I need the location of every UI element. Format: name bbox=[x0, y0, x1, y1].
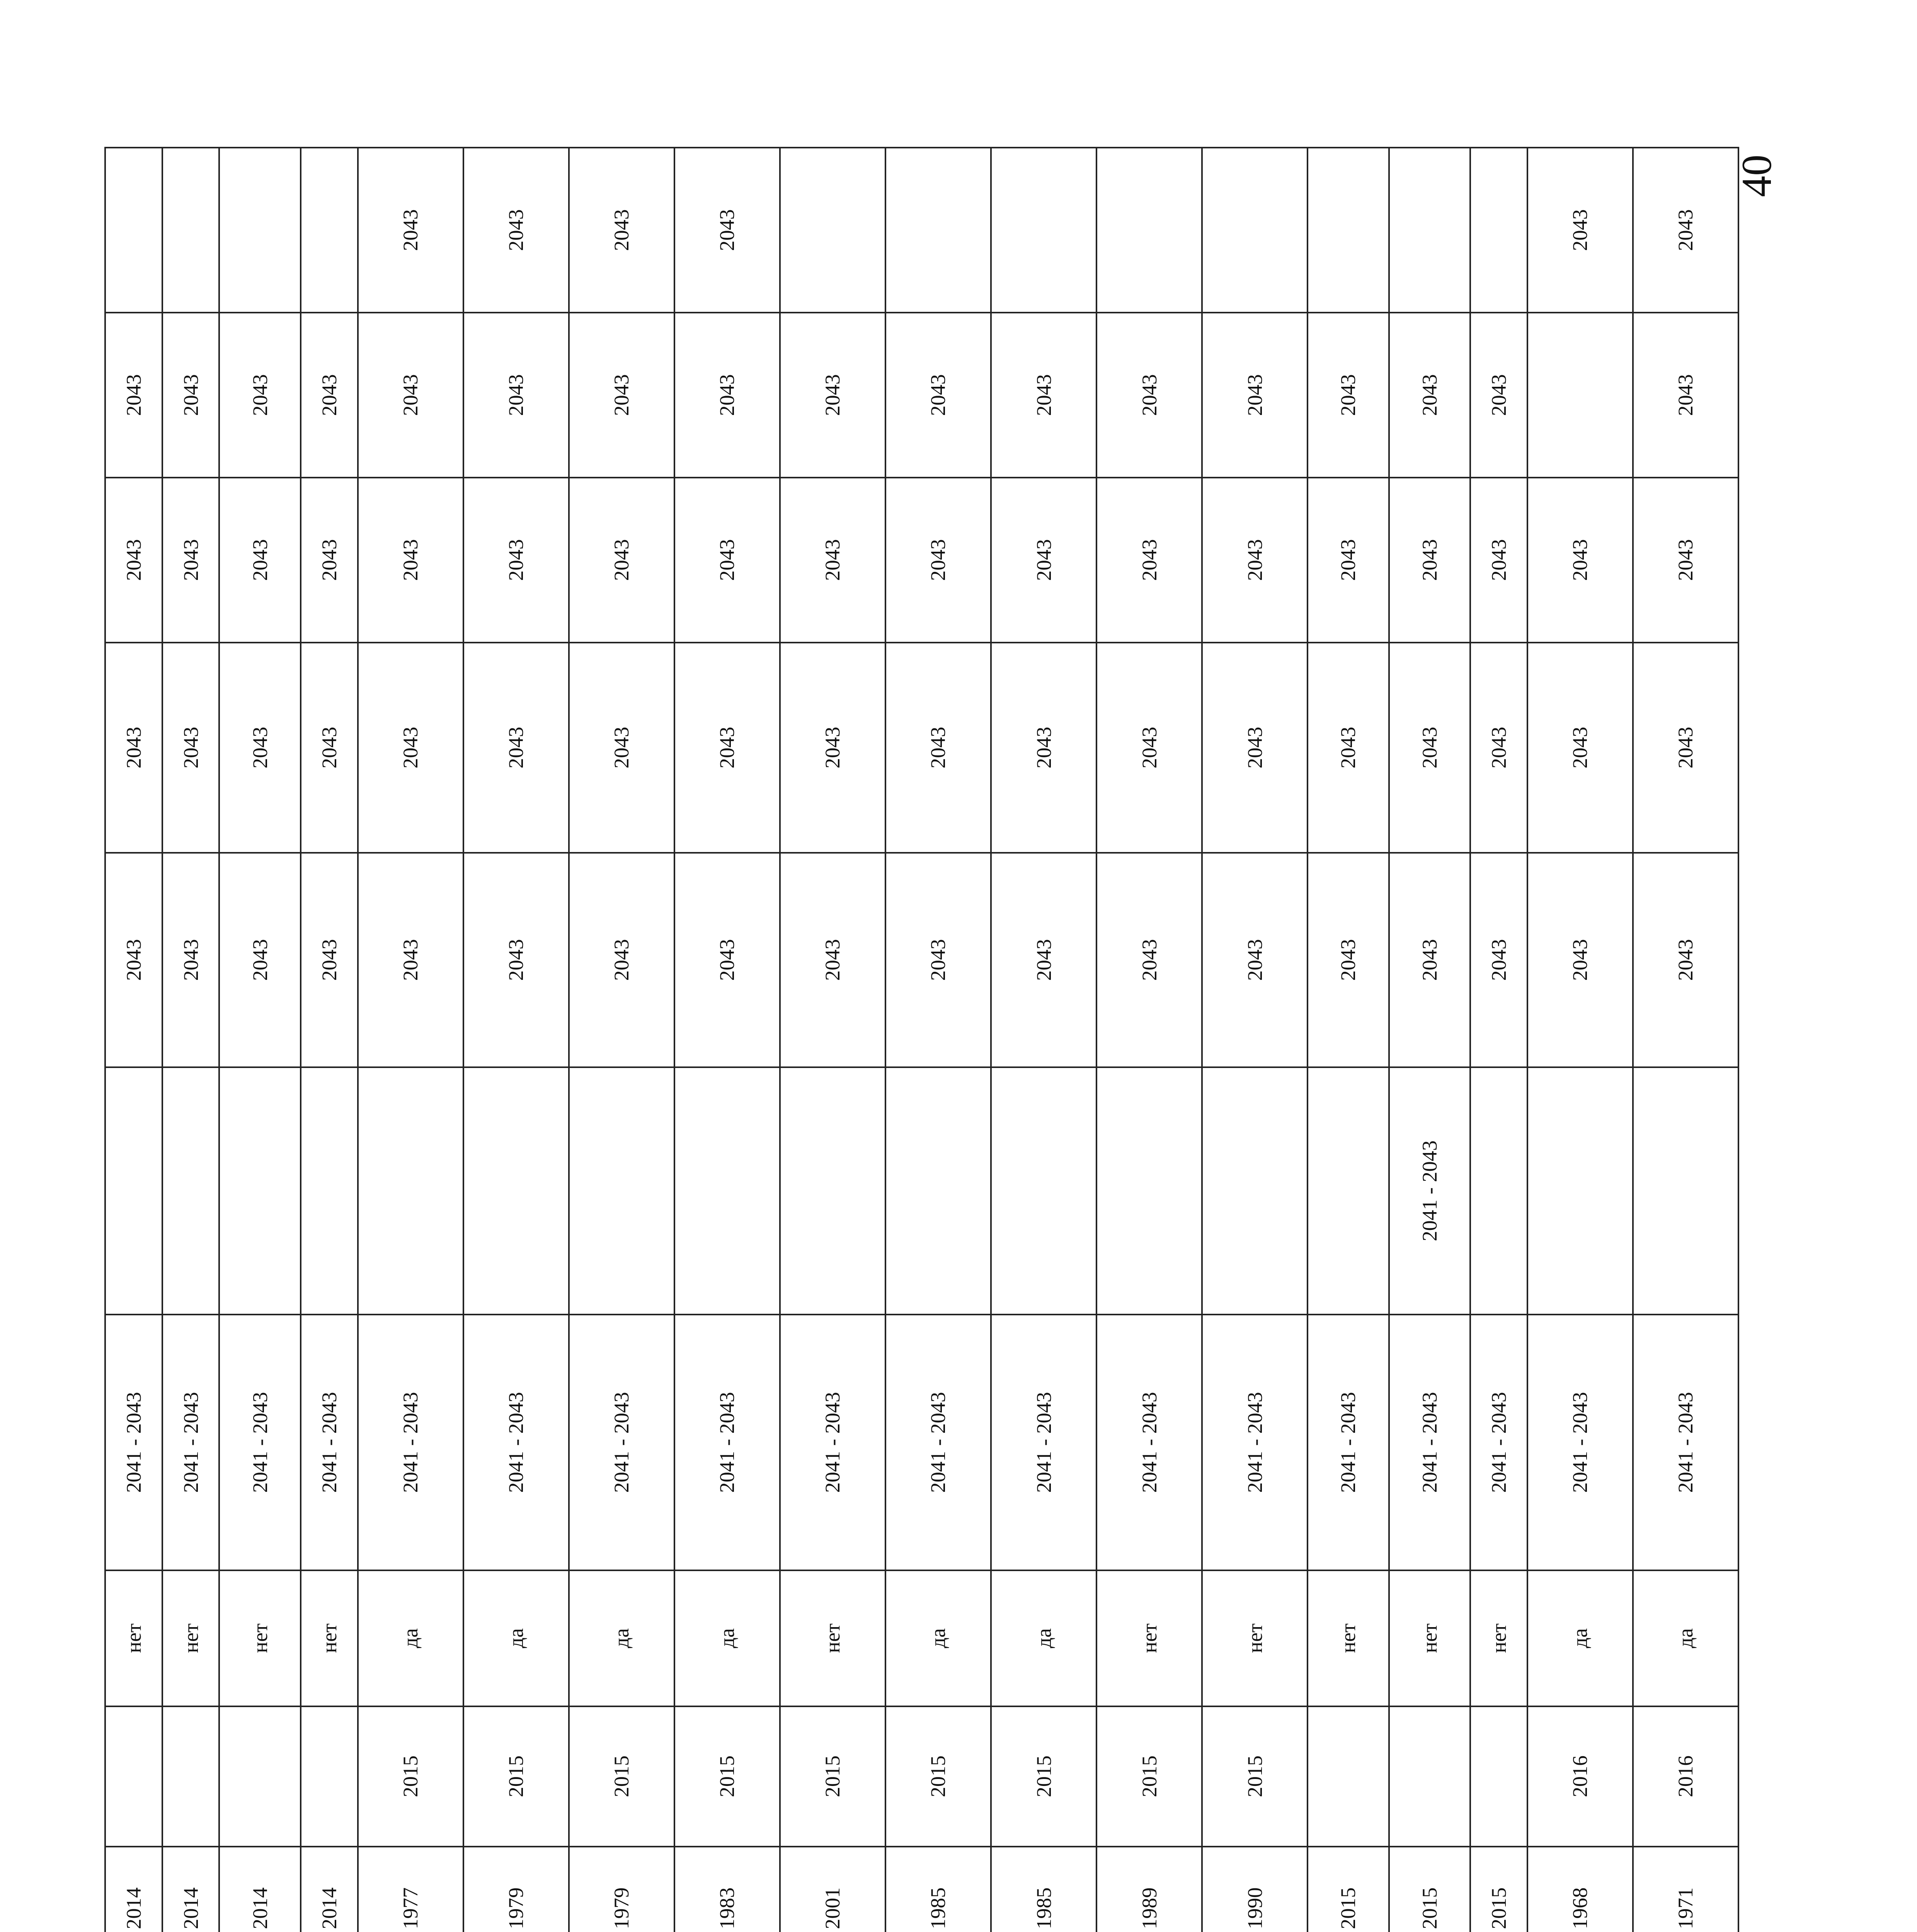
period-1-cell: 2041 - 2043 bbox=[1202, 1315, 1308, 1570]
period-7-cell: 2043 bbox=[1527, 148, 1633, 313]
table-row bbox=[1202, 148, 1308, 1932]
period-2-cell bbox=[1096, 1067, 1202, 1315]
year-built-cell: 1979 bbox=[569, 1847, 674, 1932]
period-3-cell: 2043 bbox=[1308, 853, 1389, 1067]
period-6-cell: 2043 bbox=[1470, 313, 1527, 478]
table-row bbox=[219, 148, 300, 1932]
period-4-cell: 2043 bbox=[301, 643, 358, 853]
period-7-cell bbox=[105, 148, 162, 313]
flag-cell: нет bbox=[780, 1570, 885, 1706]
period-4-cell: 2043 bbox=[1096, 643, 1202, 853]
period-1-cell: 2041 - 2043 bbox=[1389, 1315, 1470, 1570]
period-6-cell: 2043 bbox=[301, 313, 358, 478]
period-7-cell bbox=[219, 148, 300, 313]
period-6-cell: 2043 bbox=[463, 313, 569, 478]
period-1-cell: 2041 - 2043 bbox=[885, 1315, 991, 1570]
table-row bbox=[1389, 148, 1470, 1932]
year-overhaul-cell: 2016 bbox=[1633, 1706, 1738, 1847]
period-7-cell: 2043 bbox=[674, 148, 780, 313]
page-number: 40 bbox=[1733, 155, 1780, 197]
period-3-cell: 2043 bbox=[358, 853, 463, 1067]
year-built-cell: 1983 bbox=[674, 1847, 780, 1932]
year-overhaul-cell: 2015 bbox=[991, 1706, 1096, 1847]
period-1-cell: 2041 - 2043 bbox=[780, 1315, 885, 1570]
year-overhaul-cell: 2015 bbox=[885, 1706, 991, 1847]
period-1-cell: 2041 - 2043 bbox=[991, 1315, 1096, 1570]
table-row bbox=[991, 148, 1096, 1932]
period-3-cell: 2043 bbox=[1633, 853, 1738, 1067]
period-4-cell: 2043 bbox=[219, 643, 300, 853]
period-2-cell bbox=[162, 1067, 220, 1315]
year-built-cell: 1968 bbox=[1527, 1847, 1633, 1932]
year-built-cell: 1971 bbox=[1633, 1847, 1738, 1932]
period-3-cell: 2043 bbox=[463, 853, 569, 1067]
period-5-cell: 2043 bbox=[885, 478, 991, 643]
year-overhaul-cell bbox=[162, 1706, 220, 1847]
period-5-cell: 2043 bbox=[358, 478, 463, 643]
flag-cell: нет bbox=[105, 1570, 162, 1706]
period-6-cell: 2043 bbox=[1202, 313, 1308, 478]
table-row bbox=[1096, 148, 1202, 1932]
period-3-cell: 2043 bbox=[1389, 853, 1470, 1067]
table-row bbox=[463, 148, 569, 1932]
period-6-cell bbox=[1527, 313, 1633, 478]
year-overhaul-cell: 2015 bbox=[1202, 1706, 1308, 1847]
period-4-cell: 2043 bbox=[1470, 643, 1527, 853]
period-5-cell: 2043 bbox=[463, 478, 569, 643]
period-5-cell: 2043 bbox=[1202, 478, 1308, 643]
year-built-cell: 2014 bbox=[162, 1847, 220, 1932]
period-5-cell: 2043 bbox=[1633, 478, 1738, 643]
period-4-cell: 2043 bbox=[105, 643, 162, 853]
year-overhaul-cell bbox=[1308, 1706, 1389, 1847]
period-7-cell bbox=[1470, 148, 1527, 313]
flag-cell: да bbox=[569, 1570, 674, 1706]
flag-cell: да bbox=[885, 1570, 991, 1706]
period-3-cell: 2043 bbox=[780, 853, 885, 1067]
flag-cell: нет bbox=[1308, 1570, 1389, 1706]
period-1-cell: 2041 - 2043 bbox=[463, 1315, 569, 1570]
flag-cell: да bbox=[674, 1570, 780, 1706]
year-overhaul-cell: 2015 bbox=[674, 1706, 780, 1847]
period-6-cell: 2043 bbox=[1389, 313, 1470, 478]
year-built-cell: 2014 bbox=[301, 1847, 358, 1932]
period-1-cell: 2041 - 2043 bbox=[569, 1315, 674, 1570]
period-3-cell: 2043 bbox=[569, 853, 674, 1067]
period-3-cell: 2043 bbox=[1096, 853, 1202, 1067]
flag-cell: нет bbox=[301, 1570, 358, 1706]
flag-cell: нет bbox=[219, 1570, 300, 1706]
period-1-cell: 2041 - 2043 bbox=[1308, 1315, 1389, 1570]
period-4-cell: 2043 bbox=[162, 643, 220, 853]
period-7-cell bbox=[885, 148, 991, 313]
period-7-cell: 2043 bbox=[569, 148, 674, 313]
period-4-cell: 2043 bbox=[1389, 643, 1470, 853]
year-overhaul-cell bbox=[1389, 1706, 1470, 1847]
period-3-cell: 2043 bbox=[219, 853, 300, 1067]
period-4-cell: 2043 bbox=[991, 643, 1096, 853]
period-2-cell bbox=[1308, 1067, 1389, 1315]
table-row bbox=[301, 148, 358, 1932]
table-row bbox=[569, 148, 674, 1932]
period-4-cell: 2043 bbox=[780, 643, 885, 853]
period-1-cell: 2041 - 2043 bbox=[1470, 1315, 1527, 1570]
period-2-cell bbox=[358, 1067, 463, 1315]
period-7-cell bbox=[162, 148, 220, 313]
period-1-cell: 2041 - 2043 bbox=[219, 1315, 300, 1570]
table-row bbox=[674, 148, 780, 1932]
period-7-cell: 2043 bbox=[463, 148, 569, 313]
period-6-cell: 2043 bbox=[991, 313, 1096, 478]
year-overhaul-cell: 2015 bbox=[358, 1706, 463, 1847]
period-6-cell: 2043 bbox=[1308, 313, 1389, 478]
period-7-cell bbox=[991, 148, 1096, 313]
flag-cell: да bbox=[1633, 1570, 1738, 1706]
period-4-cell: 2043 bbox=[1202, 643, 1308, 853]
period-2-cell bbox=[991, 1067, 1096, 1315]
year-built-cell: 1977 bbox=[358, 1847, 463, 1932]
period-2-cell bbox=[1202, 1067, 1308, 1315]
year-overhaul-cell: 2015 bbox=[780, 1706, 885, 1847]
period-2-cell bbox=[463, 1067, 569, 1315]
period-3-cell: 2043 bbox=[162, 853, 220, 1067]
table-row bbox=[162, 148, 220, 1932]
year-built-cell: 2001 bbox=[780, 1847, 885, 1932]
period-7-cell bbox=[1096, 148, 1202, 313]
period-3-cell: 2043 bbox=[105, 853, 162, 1067]
period-1-cell: 2041 - 2043 bbox=[674, 1315, 780, 1570]
period-3-cell: 2043 bbox=[991, 853, 1096, 1067]
year-built-cell: 1985 bbox=[885, 1847, 991, 1932]
period-2-cell bbox=[1633, 1067, 1738, 1315]
period-3-cell: 2043 bbox=[1202, 853, 1308, 1067]
period-4-cell: 2043 bbox=[674, 643, 780, 853]
period-2-cell bbox=[569, 1067, 674, 1315]
flag-cell: да bbox=[358, 1570, 463, 1706]
period-1-cell: 2041 - 2043 bbox=[105, 1315, 162, 1570]
period-1-cell: 2041 - 2043 bbox=[358, 1315, 463, 1570]
table-body bbox=[105, 148, 1738, 1932]
period-2-cell bbox=[1470, 1067, 1527, 1315]
period-7-cell: 2043 bbox=[1633, 148, 1738, 313]
period-4-cell: 2043 bbox=[569, 643, 674, 853]
period-5-cell: 2043 bbox=[162, 478, 220, 643]
period-3-cell: 2043 bbox=[301, 853, 358, 1067]
period-2-cell bbox=[219, 1067, 300, 1315]
table-container bbox=[104, 147, 1739, 1932]
period-6-cell: 2043 bbox=[674, 313, 780, 478]
period-5-cell: 2043 bbox=[991, 478, 1096, 643]
flag-cell: да bbox=[1527, 1570, 1633, 1706]
period-5-cell: 2043 bbox=[674, 478, 780, 643]
year-built-cell: 2014 bbox=[219, 1847, 300, 1932]
period-5-cell: 2043 bbox=[219, 478, 300, 643]
period-3-cell: 2043 bbox=[1470, 853, 1527, 1067]
year-built-cell: 1989 bbox=[1096, 1847, 1202, 1932]
period-7-cell bbox=[301, 148, 358, 313]
table-row bbox=[885, 148, 991, 1932]
period-4-cell: 2043 bbox=[1527, 643, 1633, 853]
period-6-cell: 2043 bbox=[1096, 313, 1202, 478]
year-built-cell: 1985 bbox=[991, 1847, 1096, 1932]
flag-cell: нет bbox=[162, 1570, 220, 1706]
period-3-cell: 2043 bbox=[674, 853, 780, 1067]
period-3-cell: 2043 bbox=[885, 853, 991, 1067]
period-6-cell: 2043 bbox=[219, 313, 300, 478]
flag-cell: нет bbox=[1202, 1570, 1308, 1706]
period-2-cell: 2041 - 2043 bbox=[1389, 1067, 1470, 1315]
year-built-cell: 2014 bbox=[105, 1847, 162, 1932]
period-7-cell: 2043 bbox=[358, 148, 463, 313]
flag-cell: да bbox=[991, 1570, 1096, 1706]
period-1-cell: 2041 - 2043 bbox=[1633, 1315, 1738, 1570]
year-overhaul-cell: 2015 bbox=[1096, 1706, 1202, 1847]
table-row bbox=[1633, 148, 1738, 1932]
year-built-cell: 1979 bbox=[463, 1847, 569, 1932]
period-5-cell: 2043 bbox=[301, 478, 358, 643]
year-built-cell: 2015 bbox=[1308, 1847, 1389, 1932]
table-row bbox=[780, 148, 885, 1932]
period-7-cell bbox=[780, 148, 885, 313]
period-6-cell: 2043 bbox=[358, 313, 463, 478]
year-overhaul-cell: 2015 bbox=[569, 1706, 674, 1847]
period-4-cell: 2043 bbox=[463, 643, 569, 853]
housing-table bbox=[104, 147, 1739, 1932]
period-5-cell: 2043 bbox=[1096, 478, 1202, 643]
flag-cell: да bbox=[463, 1570, 569, 1706]
period-4-cell: 2043 bbox=[1633, 643, 1738, 853]
table-row bbox=[358, 148, 463, 1932]
flag-cell: нет bbox=[1096, 1570, 1202, 1706]
period-2-cell bbox=[301, 1067, 358, 1315]
period-5-cell: 2043 bbox=[569, 478, 674, 643]
period-6-cell: 2043 bbox=[780, 313, 885, 478]
period-5-cell: 2043 bbox=[780, 478, 885, 643]
period-2-cell bbox=[105, 1067, 162, 1315]
period-5-cell: 2043 bbox=[105, 478, 162, 643]
period-5-cell: 2043 bbox=[1470, 478, 1527, 643]
period-2-cell bbox=[885, 1067, 991, 1315]
year-built-cell: 2015 bbox=[1470, 1847, 1527, 1932]
year-overhaul-cell bbox=[1470, 1706, 1527, 1847]
table-row bbox=[1527, 148, 1633, 1932]
table-row bbox=[1308, 148, 1389, 1932]
year-overhaul-cell bbox=[105, 1706, 162, 1847]
year-overhaul-cell: 2015 bbox=[463, 1706, 569, 1847]
flag-cell: нет bbox=[1389, 1570, 1470, 1706]
table-row bbox=[1470, 148, 1527, 1932]
period-3-cell: 2043 bbox=[1527, 853, 1633, 1067]
year-overhaul-cell bbox=[219, 1706, 300, 1847]
period-4-cell: 2043 bbox=[885, 643, 991, 853]
period-7-cell bbox=[1202, 148, 1308, 313]
period-7-cell bbox=[1389, 148, 1470, 313]
period-1-cell: 2041 - 2043 bbox=[1096, 1315, 1202, 1570]
period-5-cell: 2043 bbox=[1308, 478, 1389, 643]
year-overhaul-cell: 2016 bbox=[1527, 1706, 1633, 1847]
period-1-cell: 2041 - 2043 bbox=[301, 1315, 358, 1570]
year-built-cell: 1990 bbox=[1202, 1847, 1308, 1932]
period-2-cell bbox=[1527, 1067, 1633, 1315]
period-2-cell bbox=[780, 1067, 885, 1315]
year-built-cell: 2015 bbox=[1389, 1847, 1470, 1932]
period-1-cell: 2041 - 2043 bbox=[1527, 1315, 1633, 1570]
period-4-cell: 2043 bbox=[358, 643, 463, 853]
table-row bbox=[105, 148, 162, 1932]
flag-cell: нет bbox=[1470, 1570, 1527, 1706]
period-1-cell: 2041 - 2043 bbox=[162, 1315, 220, 1570]
period-5-cell: 2043 bbox=[1527, 478, 1633, 643]
period-2-cell bbox=[674, 1067, 780, 1315]
period-6-cell: 2043 bbox=[885, 313, 991, 478]
period-6-cell: 2043 bbox=[1633, 313, 1738, 478]
period-4-cell: 2043 bbox=[1308, 643, 1389, 853]
period-6-cell: 2043 bbox=[105, 313, 162, 478]
year-overhaul-cell bbox=[301, 1706, 358, 1847]
period-6-cell: 2043 bbox=[569, 313, 674, 478]
period-6-cell: 2043 bbox=[162, 313, 220, 478]
period-7-cell bbox=[1308, 148, 1389, 313]
period-5-cell: 2043 bbox=[1389, 478, 1470, 643]
